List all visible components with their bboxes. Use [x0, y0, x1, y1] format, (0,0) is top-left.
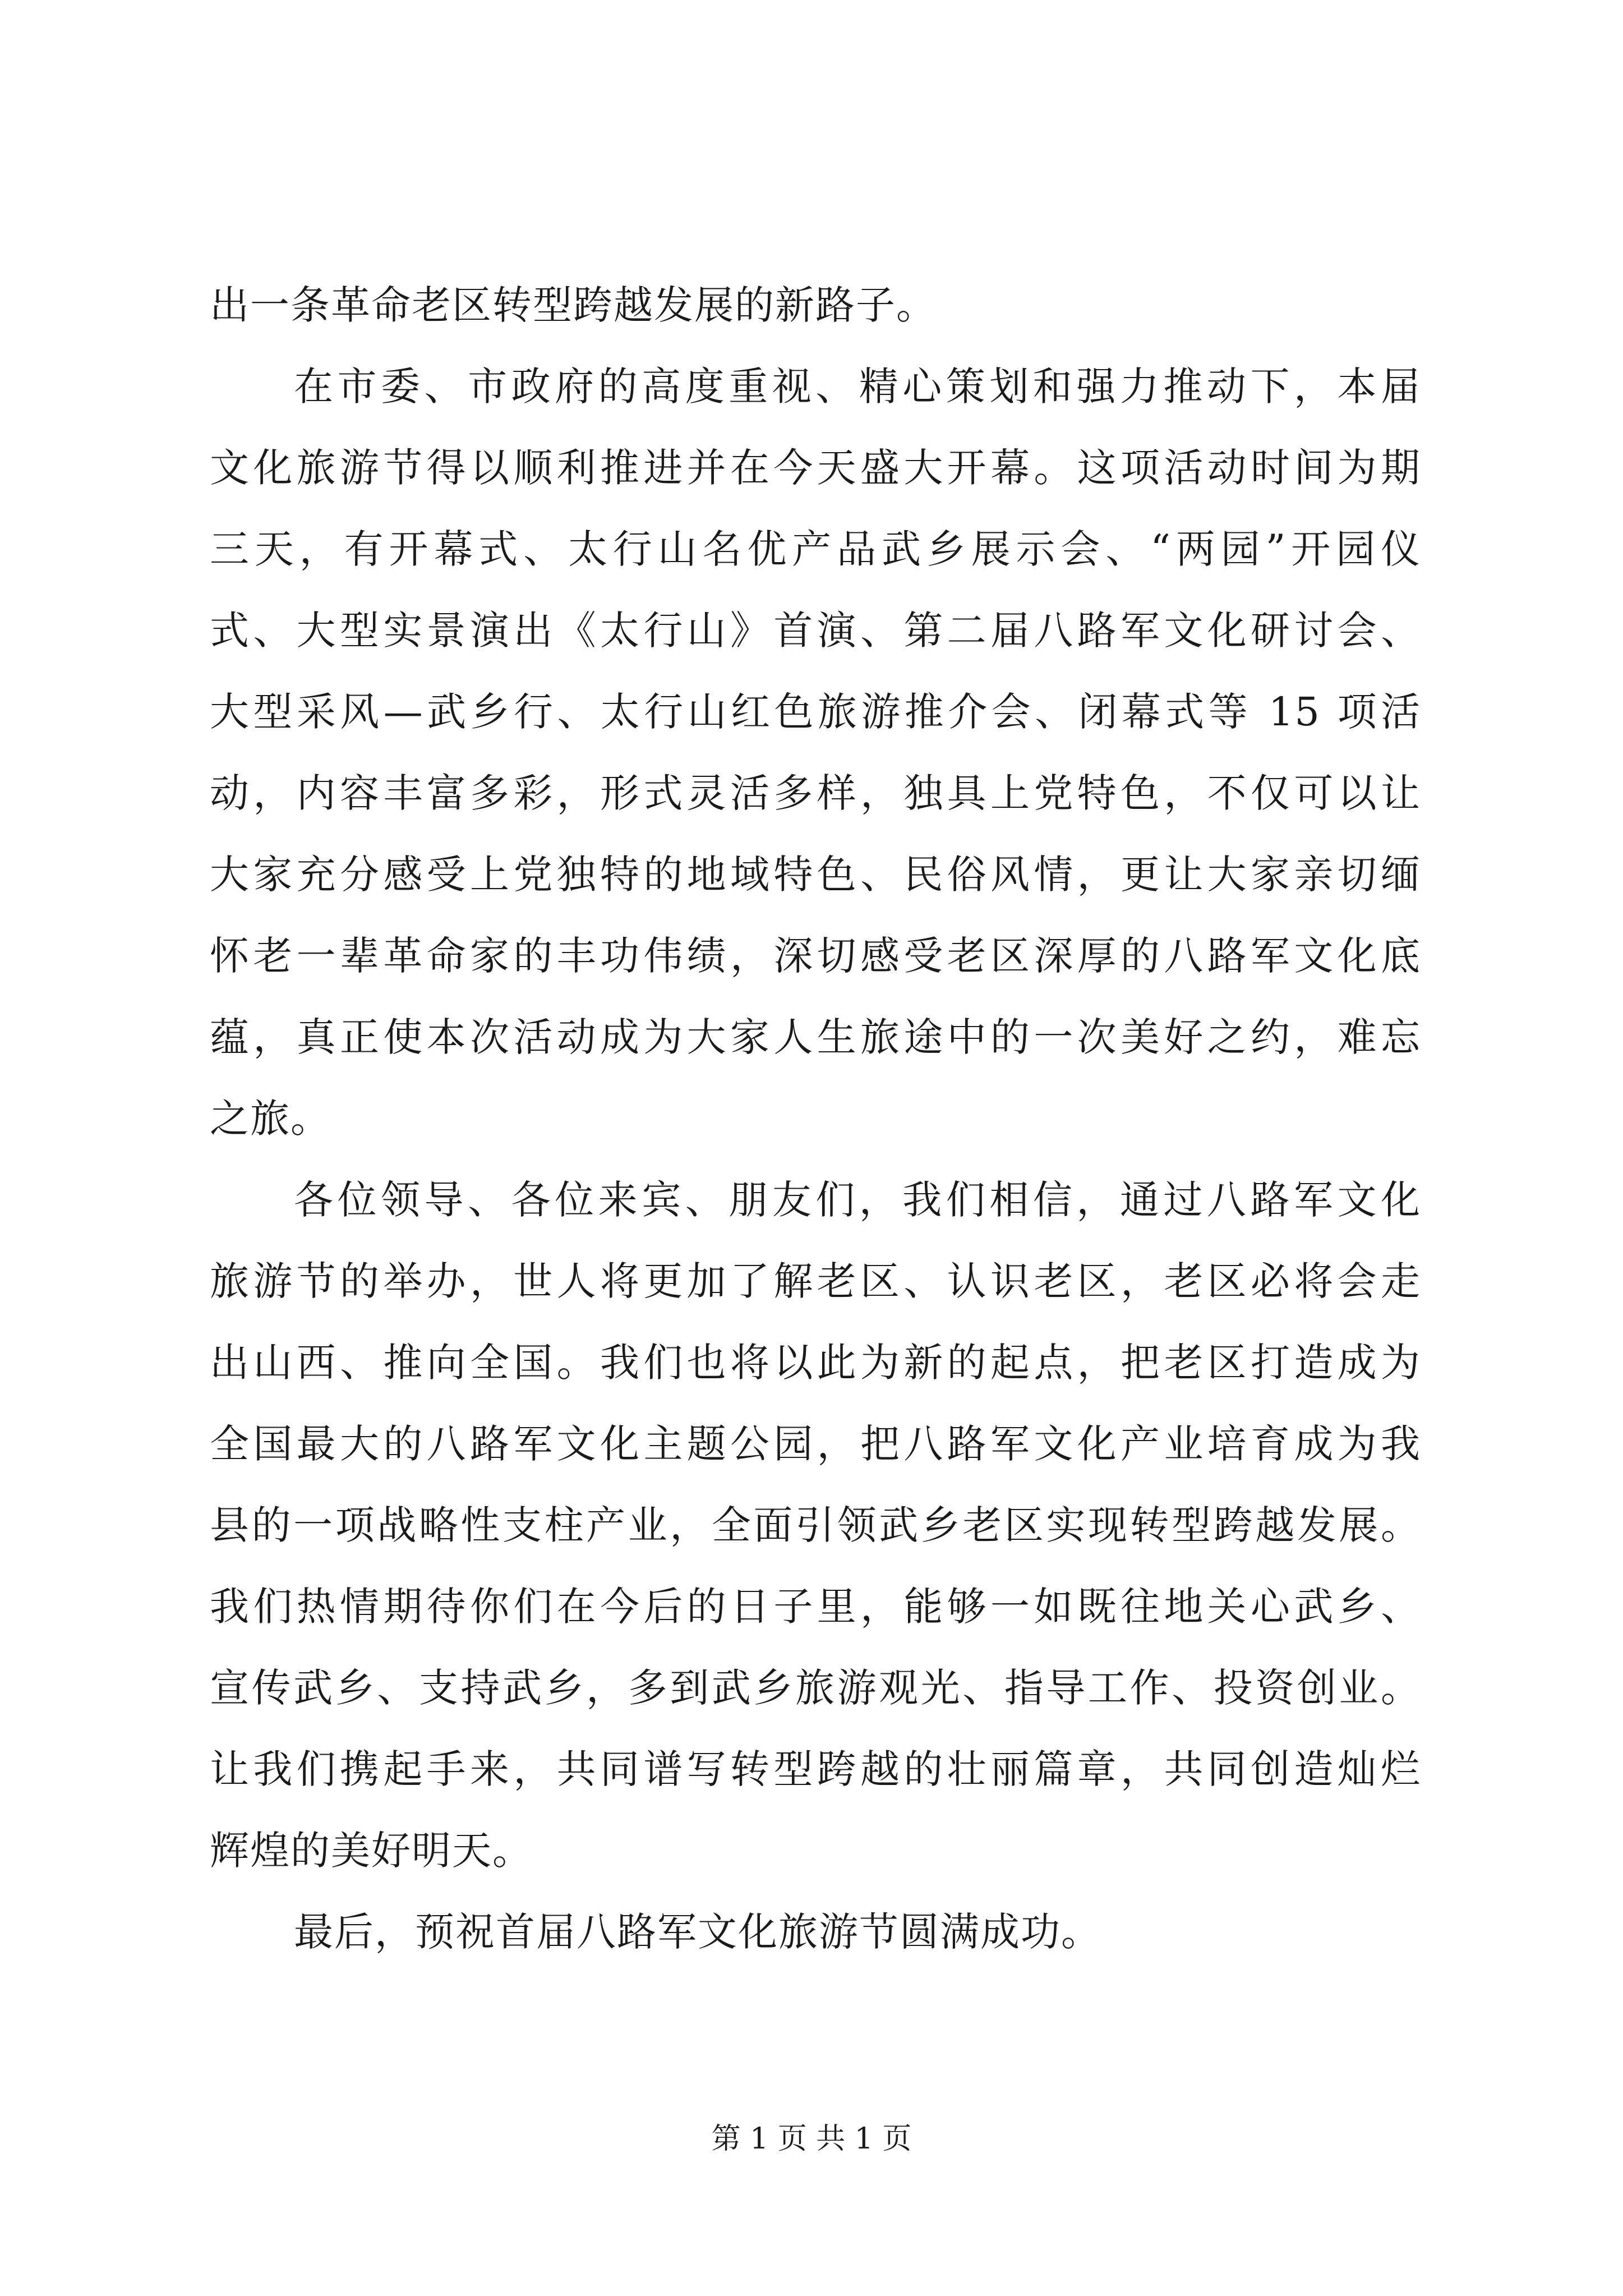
paragraph-1: [210, 265, 1421, 346]
text-line: 最后，预祝首届八路军文化旅游节圆满成功。: [294, 1909, 1101, 1955]
text-line: 大型采风—武乡行、太行山红色旅游推介会、闭幕式等 15 项活: [210, 689, 1421, 735]
text-line: 文化旅游节得以顺利推进并在今天盛大开幕。这项活动时间为期: [210, 445, 1421, 491]
page-footer: [0, 2115, 1623, 2157]
text-line: 全国最大的八路军文化主题公园，把八路军文化产业培育成为我: [210, 1421, 1421, 1467]
text-line: 三天，有开幕式、太行山名优产品武乡展示会、“两园”开园仪: [210, 526, 1421, 572]
text-line: 出山西、推向全国。我们也将以此为新的起点，把老区打造成为: [210, 1340, 1421, 1386]
text-line: 辉煌的美好明天。: [210, 1828, 533, 1874]
text-line: 宣传武乡、支持武乡，多到武乡旅游观光、指导工作、投资创业。: [210, 1665, 1421, 1711]
text-line: 之旅。: [210, 1096, 331, 1142]
text-line: 我们热情期待你们在今后的日子里，能够一如既往地关心武乡、: [210, 1584, 1421, 1630]
paragraph-3: [210, 1159, 1421, 1892]
text-line: 大家充分感受上党独特的地域特色、民俗风情，更让大家亲切缅: [210, 852, 1421, 898]
page-number-label: 第 1 页 共 1 页: [711, 2122, 912, 2156]
text-line: 旅游节的举办，世人将更加了解老区、认识老区，老区必将会走: [210, 1258, 1421, 1304]
paragraph-2: [210, 346, 1421, 1159]
text-line: 让我们携起手来，共同谱写转型跨越的壮丽篇章，共同创造灿烂: [210, 1746, 1421, 1792]
text-line: 式、大型实景演出《太行山》首演、第二届八路军文化研讨会、: [210, 608, 1421, 654]
text-line: 各位领导、各位来宾、朋友们，我们相信，通过八路军文化: [294, 1177, 1421, 1223]
text-line: 怀老一辈革命家的丰功伟绩，深切感受老区深厚的八路军文化底: [210, 933, 1421, 979]
text-line: 动，内容丰富多彩，形式灵活多样，独具上党特色，不仅可以让: [210, 770, 1421, 816]
text-line: 蕴，真正使本次活动成为大家人生旅途中的一次美好之约，难忘: [210, 1014, 1421, 1060]
text-line: 县的一项战略性支柱产业，全面引领武乡老区实现转型跨越发展。: [210, 1502, 1421, 1548]
paragraph-4: [210, 1892, 1421, 1973]
text-line: 出一条革命老区转型跨越发展的新路子。: [210, 282, 937, 328]
text-line: 在市委、市政府的高度重视、精心策划和强力推动下，本届: [294, 364, 1421, 409]
body-text: [210, 265, 1421, 1973]
